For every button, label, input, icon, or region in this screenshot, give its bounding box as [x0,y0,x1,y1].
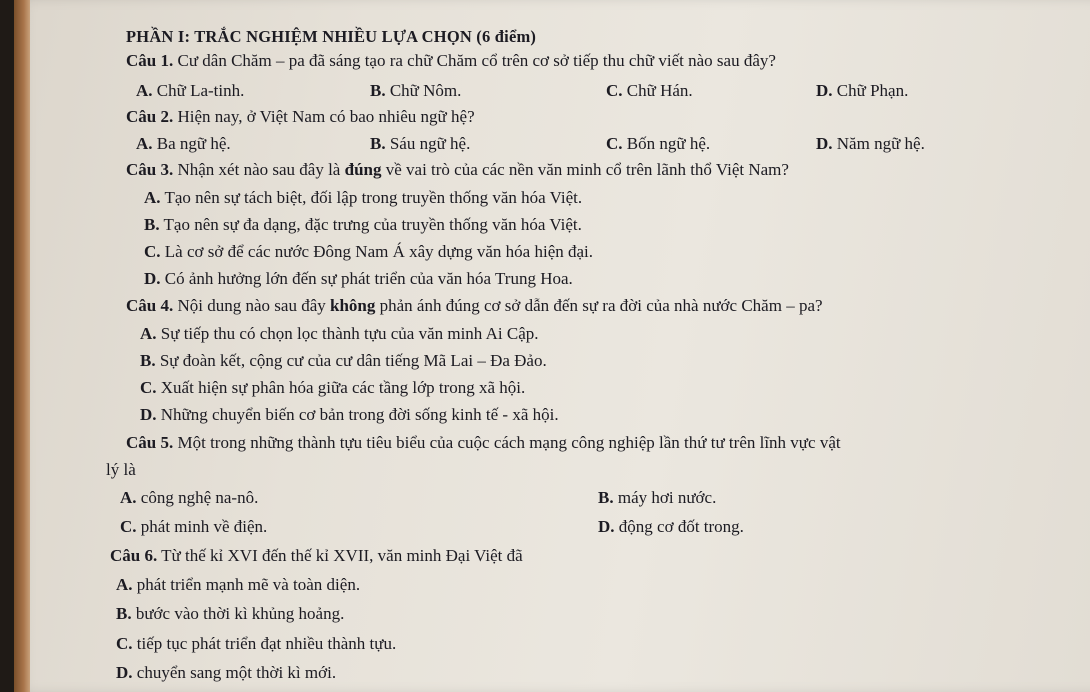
option-text: tiếp tục phát triển đạt nhiều thành tựu. [132,634,397,653]
question-5-label: Câu 5. [126,433,174,452]
q3-option-b [144,214,582,236]
option-key: A. [120,488,137,507]
option-text: Bốn ngữ hệ. [622,134,711,153]
q2-option-a [136,133,231,155]
q6-option-a [116,574,360,596]
option-text: Ba ngữ hệ. [152,134,231,153]
option-key: A. [116,575,133,594]
question-3-emphasis: đúng [344,160,382,179]
option-key: B. [370,134,386,153]
question-1-text: Cư dân Chăm – pa đã sáng tạo ra chữ Chăm cổ trên cơ sở tiếp thu chữ viết nào sau đây? [173,51,776,70]
q2-option-b [370,133,470,155]
section-title: PHẦN I: TRẮC NGHIỆM NHIỀU LỰA CHỌN (6 điểm) [126,27,537,46]
q4-option-c [140,377,525,399]
option-key: D. [816,81,833,100]
option-text: Những chuyển biến cơ bản trong đời sống kinh tế - xã hội. [156,405,559,424]
option-text: Chữ La-tinh. [152,81,245,100]
option-text: Là cơ sở để các nước Đông Nam Á xây dựng văn hóa hiện đại. [160,242,594,261]
option-text: Có ảnh hưởng lớn đến sự phát triển của văn hóa Trung Hoa. [160,269,573,288]
question-3-label: Câu 3. [126,160,174,179]
q5-option-d [598,516,744,538]
option-key: C. [144,242,161,261]
option-text: Chữ Hán. [622,81,693,100]
option-key: C. [606,81,623,100]
page-edge [14,0,30,692]
question-2-text: Hiện nay, ở Việt Nam có bao nhiêu ngữ hệ? [173,107,475,126]
option-text: phát triển mạnh mẽ và toàn diện. [132,575,361,594]
option-key: A. [144,188,161,207]
question-3-text: Nhận xét nào sau đây là [173,160,345,179]
option-text: Xuất hiện sự phân hóa giữa các tầng lớp trong xã hội. [156,378,526,397]
option-text: công nghệ na-nô. [136,488,259,507]
question-4-text-end: phản ánh đúng cơ sở dẫn đến sự ra đời của nhà nước Chăm – pa? [375,296,823,315]
question-6 [110,545,523,567]
option-text: máy hơi nước. [613,488,717,507]
q1-option-d [816,80,908,102]
question-4-text: Nội dung nào sau đây [173,296,330,315]
option-key: B. [144,215,160,234]
question-1 [126,50,776,72]
q5-option-a [120,487,258,509]
option-key: D. [144,269,161,288]
question-5-text: Một trong những thành tựu tiêu biểu của cuộc cách mạng công nghiệp lần thứ tư trên lĩnh vực vật [173,433,841,452]
option-key: B. [116,604,132,623]
exam-paper [14,0,1090,692]
q1-option-a [136,80,244,102]
option-text: Tạo nên sự đa dạng, đặc trưng của truyền thống văn hóa Việt. [159,215,582,234]
question-3-text-end: về vai trò của các nền văn minh cổ trên lãnh thổ Việt Nam? [381,160,789,179]
option-text: Năm ngữ hệ. [832,134,925,153]
option-key: D. [816,134,833,153]
question-2 [126,106,475,128]
question-4 [126,295,823,317]
q3-option-d [144,268,573,290]
question-6-text: Từ thế kỉ XVI đến thế kỉ XVII, văn minh Đại Việt đã [157,546,523,565]
q5-option-b [598,487,716,509]
question-1-label: Câu 1. [126,51,174,70]
question-4-emphasis: không [330,296,376,315]
q4-option-b [140,350,547,372]
option-text: phát minh về điện. [136,517,268,536]
option-key: C. [140,378,157,397]
q3-option-c [144,241,593,263]
option-key: C. [116,634,133,653]
q1-option-b [370,80,461,102]
q4-option-a [140,323,539,345]
question-3 [126,159,789,181]
question-5 [126,432,841,454]
option-key: D. [598,517,615,536]
q1-option-c [606,80,693,102]
option-text: Sự tiếp thu có chọn lọc thành tựu của văn minh Ai Cập. [156,324,539,343]
option-text: Tạo nên sự tách biệt, đối lập trong truyền thống văn hóa Việt. [160,188,583,207]
option-text: Chữ Nôm. [385,81,462,100]
q3-option-a [144,187,582,209]
option-key: B. [370,81,386,100]
option-text: Chữ Phạn. [832,81,909,100]
q2-option-c [606,133,710,155]
question-5-text-cont: lý là [106,460,136,479]
option-text: bước vào thời kì khủng hoảng. [131,604,345,623]
option-key: A. [140,324,157,343]
q2-option-d [816,133,925,155]
question-4-label: Câu 4. [126,296,174,315]
option-key: C. [606,134,623,153]
question-2-label: Câu 2. [126,107,174,126]
q6-option-c [116,633,396,655]
option-text: động cơ đốt trong. [614,517,744,536]
q6-option-d [116,662,336,684]
q4-option-d [140,404,559,426]
option-key: B. [140,351,156,370]
option-key: B. [598,488,614,507]
option-text: Sáu ngữ hệ. [385,134,471,153]
option-key: A. [136,81,153,100]
option-text: chuyển sang một thời kì mới. [132,663,337,682]
question-6-label: Câu 6. [110,546,158,565]
option-key: C. [120,517,137,536]
option-key: D. [116,663,133,682]
q6-option-b [116,603,344,625]
option-key: A. [136,134,153,153]
q5-option-c [120,516,267,538]
option-text: Sự đoàn kết, cộng cư của cư dân tiếng Mã Lai – Đa Đảo. [155,351,547,370]
option-key: D. [140,405,157,424]
